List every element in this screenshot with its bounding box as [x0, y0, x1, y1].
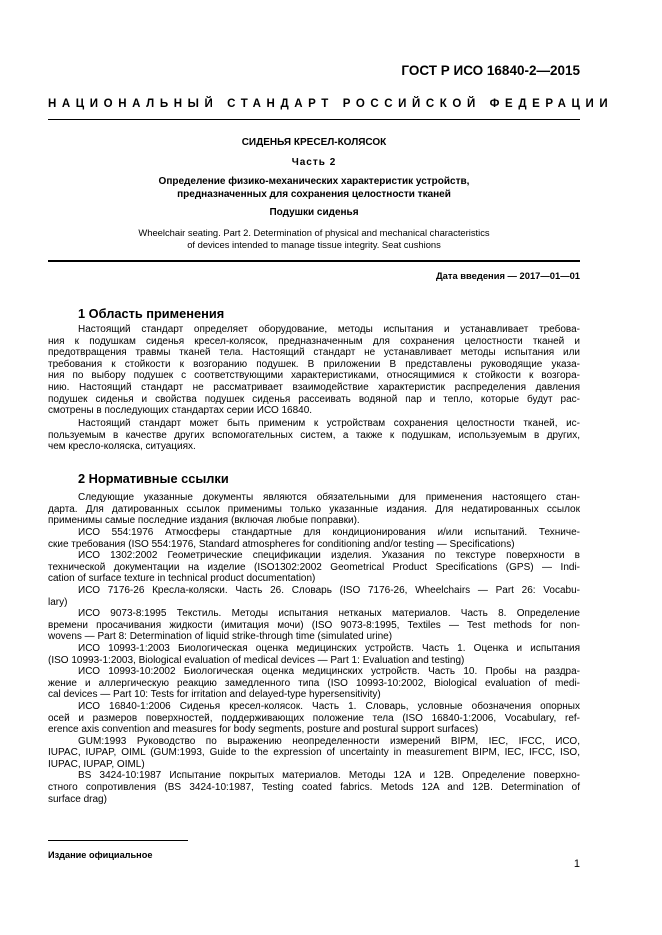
- paragraph-line: Следующие указанные документы являются обязательными для применения настоящего стан-: [78, 492, 580, 503]
- paragraph-line: дарта. Для датированных ссылок применимы только указанные издания. Для недатированных ссылок: [48, 503, 580, 515]
- reference-line: ИСО 9073-8:1995 Текстиль. Методы испытания нетканых материалов. Часть 8. Определение: [78, 608, 580, 620]
- english-title-line-1: Wheelchair seating. Part 2. Determination of physical and mechanical characteristics: [138, 227, 490, 238]
- normative-reference-item: [48, 608, 580, 643]
- reference-line: технической документации на изделие (ISO1302:2002 Geometrical Product Specifications (GPS) — Indi-: [48, 561, 580, 573]
- reference-line: ИСО 1302:2002 Геометрические спецификации изделия. Указания по текстуре поверхности в: [78, 550, 580, 562]
- normative-reference-item: [48, 527, 580, 550]
- paragraph-line: чем кресло-коляска, ситуациях.: [48, 441, 196, 453]
- standard-subtitle: [48, 175, 580, 201]
- paragraph-line: подушек сиденья и свойства подушек сиденья рассеивать водяной пар и тепло, которые будут рас-: [48, 393, 580, 405]
- footer-divider: [48, 840, 188, 841]
- reference-line: erence axis convention and measures for body segments, posture and postural support surfaces): [48, 724, 479, 736]
- reference-line: осей и размеров поверхностей, поддерживающих положение тела (ISO 16840-1:2006, Vocabulary, ref-: [48, 712, 580, 724]
- section-2-heading: 2 Нормативные ссылки: [78, 471, 229, 486]
- normative-reference-item: [48, 666, 580, 701]
- reference-line: surface drag): [48, 793, 107, 805]
- paragraph-line: Настоящий стандарт определяет оборудование, методы испытания и устанавливает требова-: [78, 324, 580, 335]
- reference-line: lary): [48, 596, 68, 608]
- header-divider: [48, 119, 580, 120]
- reference-line: ские требования (ISO 554:1976, Standard atmospheres for conditioning and/or testing — Specifications): [48, 538, 515, 550]
- paragraph-line: ния к подушкам сиденья кресел-колясок, предназначенным для сохранения целостности тканей и: [48, 335, 580, 347]
- subtitle-line-1: Определение физико-механических характеристик устройств,: [158, 176, 470, 187]
- reference-line: ИСО 10993-1:2003 Биологическая оценка медицинских устройств. Часть 1. Оценка и испытания: [78, 642, 580, 654]
- national-standard-banner: НАЦИОНАЛЬНЫЙ СТАНДАРТ РОССИЙСКОЙ ФЕДЕРАЦИИ: [48, 98, 614, 110]
- reference-line: стного сопротивления (BS 3424-10:1987, Testing coated fabrics. Metods 12A and 12B. Determination of: [48, 782, 580, 794]
- normative-reference-item: [48, 770, 580, 805]
- normative-reference-item: [48, 550, 580, 585]
- paragraph-line: применимы самые последние издания (включая любые поправки).: [48, 515, 360, 527]
- introduction-date: Дата введения — 2017—01—01: [435, 270, 580, 281]
- reference-line: IUPAC, IUPAP, OIML (GUM:1993, Guide to the expression of uncertainty in measurement BIPM, IEC, IFCC, ISO,: [48, 747, 580, 759]
- title-divider: [48, 260, 580, 262]
- paragraph-line: нию. Настоящий стандарт не рассматривает взаимодействие характеристик распределения давления: [48, 381, 580, 393]
- reference-line: (ISO 10993-1:2003, Biological evaluation of medical devices — Part 1: Evaluation and testing): [48, 654, 465, 666]
- english-title-line-2: of devices intended to manage tissue integrity. Seat cushions: [187, 238, 441, 250]
- reference-line: ИСО 16840-1:2006 Сиденья кресел-колясок. Часть 1. Словарь, условные обозначения опорных: [78, 700, 580, 712]
- page-number: 1: [573, 858, 580, 870]
- document-code: ГОСТ Р ИСО 16840-2—2015: [401, 63, 580, 78]
- normative-reference-item: [48, 643, 580, 666]
- reference-line: жение и аллергическую реакцию замедленного типа (ISO 10993-10:2002, Biological evaluation of medi-: [48, 677, 580, 689]
- reference-line: времени просачивания жидкости (имитация мочи) (ISO 9073-8:1995, Textiles — Test methods for non-: [48, 619, 580, 631]
- paragraph-line: ния по выбору подушек с соответствующими характеристиками, относящимися к стойкости к возгора-: [48, 370, 580, 382]
- reference-line: BS 3424-10:1987 Испытание покрытых материалов. Методы 12А и 12В. Определение поверхно-: [78, 770, 580, 782]
- normative-reference-item: [48, 585, 580, 608]
- reference-line: IUPAC, IUPAP, OIML): [48, 758, 145, 770]
- reference-line: ИСО 554:1976 Атмосферы стандартные для кондиционирования и/или испытаний. Техниче-: [78, 527, 580, 538]
- normative-references-list: [48, 527, 580, 805]
- reference-line: cation of surface texture in technical product documentation): [48, 573, 316, 585]
- paragraph-line: требования к стойкости к возгоранию подушек. В приложении В представлены руководящие указа-: [48, 358, 580, 370]
- paragraph-line: Настоящий стандарт может быть применим к устройствам сохранения целостности тканей, ис-: [78, 418, 580, 429]
- paragraph-line: предотвращения травмы тканей тела. Настоящий стандарт не устанавливает методы испытания или: [48, 347, 580, 359]
- section-1-heading: 1 Область применения: [78, 306, 225, 321]
- reference-line: GUM:1993 Руководство по выражению неопределенности измерений BIPM, IEC, IFCC, ИСО,: [78, 735, 580, 747]
- reference-line: ИСО 7176-26 Кресла-коляски. Часть 26. Словарь (ISO 7176-26, Wheelchairs — Part 26: Vocabu-: [78, 584, 580, 596]
- reference-line: ИСО 10993-10:2002 Биологическая оценка медицинских устройств. Часть 10. Пробы на раздра-: [78, 666, 580, 678]
- subtitle-line-2: предназначенных для сохранения целостности тканей: [177, 189, 451, 200]
- paragraph-line: пользуемым в качестве других вспомогательных систем, а также к подушкам, используемым в других,: [48, 429, 580, 441]
- part-label: Часть 2: [291, 157, 337, 168]
- section-1-paragraph-1: [48, 324, 580, 417]
- standard-sub-subtitle: Подушки сиденья: [269, 207, 359, 218]
- reference-line: cal devices — Part 10: Tests for irritation and delayed-type hypersensitivity): [48, 689, 381, 701]
- section-1-paragraph-2: [48, 418, 580, 453]
- reference-line: wovens — Part 8: Determination of liquid strike-through time (simulated urine): [48, 631, 393, 643]
- english-title: [48, 227, 580, 250]
- normative-reference-item: [48, 701, 580, 736]
- normative-reference-item: [48, 736, 580, 771]
- section-2-paragraph-1: [48, 492, 580, 527]
- paragraph-line: смотрены в последующих стандартах серии ИСО 16840.: [48, 405, 313, 417]
- standard-title: СИДЕНЬЯ КРЕСЕЛ-КОЛЯСОК: [241, 137, 387, 148]
- official-edition-label: Издание официальное: [48, 850, 153, 860]
